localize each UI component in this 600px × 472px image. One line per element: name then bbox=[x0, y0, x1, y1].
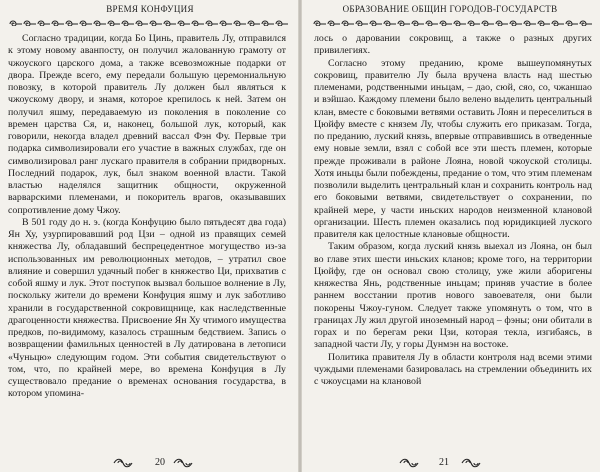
running-head: ОБРАЗОВАНИЕ ОБЩИН ГОРОДОВ-ГОСУДАРСТВ bbox=[342, 4, 558, 14]
paragraph: Таким образом, когда луский князь выехал из Лояна, он был во главе этих шести иньских кланов; кроме того, на территории Цюйфу, где он основал свою столицу, уже жили аборигены княжества Янь, родственные иньцам; приняв участие в более раннем восстании против нового завоевателя, они были покорены Чжоу-гуном. Следует также упомянуть о том, что в границах Лу жил другой иноземный народ – фэны; они обитали в горах и по берегам реки Цзи, которая текла, изгибаясь, в западной части Лу, у горы Дунмэн на востоке. bbox=[314, 241, 592, 351]
left-flourish-icon bbox=[112, 458, 136, 468]
paragraph: В 501 году до н. э. (когда Конфуцию было пятьдесят два года) Ян Ху, узурпировавший род Цзи – одной из правящих семей княжества Лу, обладавший беспрецедентное могущество из-за использованных им революционных методов, – утратил свое влияние и совершил удачный побег в княжество Ци, прихватив с собой яшму и лук. Этот поступок вызвал большое волнение в Лу, поскольку жители до времени Конфуция яшму и лук заботливо хранили в государственной сокровищнице, как наследственные драгоценности княжества. Присвоение Ян Ху чтимого имущества предков, по-видимому, казалось страшным бедствием. Запись о возвращении фамильных ценностей в Лу датирована в летописи «Чуньцю» следующим годом. Эти события свидетельствуют о том, что, по крайней мере, во времена Конфуция в Лу существовало предание о временах основания государства, в котором упомина- bbox=[8, 216, 286, 400]
paragraph: лось о даровании сокровищ, а также о разных других привилегиях. bbox=[314, 33, 592, 57]
paragraph: Согласно традиции, когда Бо Цинь, правитель Лу, отправился к этому новому аванпосту, он получил жалованную грамоту от чжоуского царского дома, а также всевозможные подарки от двора. Прежде всего, ему передали большую церемониальную повозку, в которой правитель Лу должен был являться к чжоускому двору, и знамя, которое крепилось к ней. Затем он получил яшму, передаваемую из поколения в поколение со времен царства Ся, и, наконец, большой лук, который, как говорили, некогда владел древний вассал Фэн Фу. Первые три подарка символизировали его участие в важных службах, где он символизировал ранг лускаго правителя в собрании придворных. Последний подарок, лук, был знаком военной власти. Такой властью наделялся защитник общности, окруженной варварскими племенами, и покоритель врагов, оказывавших сопротивление дому Чжоу. bbox=[8, 33, 286, 216]
page-number: 20 bbox=[155, 457, 165, 468]
right-flourish-icon bbox=[460, 458, 484, 468]
left-flourish-icon bbox=[398, 458, 422, 468]
running-head: ВРЕМЯ КОНФУЦИЯ bbox=[106, 4, 194, 14]
page-number: 21 bbox=[439, 457, 449, 468]
body-text bbox=[314, 33, 592, 388]
page-footer bbox=[0, 456, 300, 470]
page-footer bbox=[300, 456, 600, 470]
paragraph: Политика правителя Лу в области контроля над всеми этими чуждыми племенами базировалась на стремлении объединить их с чжоусцами на клановой bbox=[314, 351, 592, 387]
spiral-border-ornament bbox=[8, 16, 288, 26]
spiral-border-ornament bbox=[312, 16, 592, 26]
right-page bbox=[300, 0, 600, 472]
right-flourish-icon bbox=[172, 458, 196, 468]
body-text bbox=[8, 33, 286, 401]
paragraph: Согласно этому преданию, кроме вышеупомянутых сокровищ, правителю Лу была вручена власть над шестью племенами, родственными иньцам, – дао, сюй, сяо, со, чжаншао и вэйшао. Каждому племени было велено выделить центральный клан, вместе с боковыми ветвями оставить Лоян и переселиться в Цюйфу вместе с князем Лу, чтобы служить его приказам. Тогда, по преданию, луский князь, впервые отправившись в отведенные ему новые земли, взял с собой все эти шесть племен, которые прежде проживали в районе Лояна, новой чжоуской столицы. Хотя иньцы были побеждены, предание о том, что этим племенам позволили выделить центральный клан и сохранить контроль над его боковыми ветвями, свидетельствует о сохранении, по крайней мере, у части иньских народов неизменной клановой организации. Шесть племен оказались под юридикцией луского правителя как целостные клановые общности. bbox=[314, 57, 592, 240]
